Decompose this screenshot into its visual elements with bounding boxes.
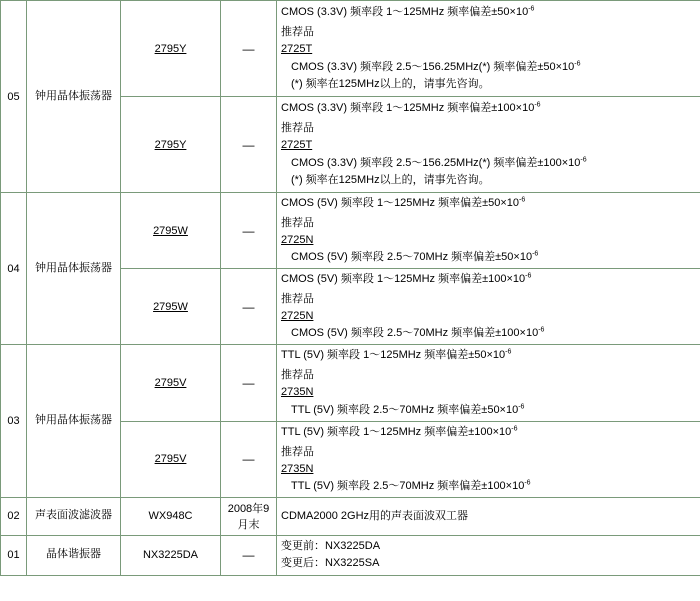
description-line (281, 444, 696, 461)
product-category: 晶体谐振器 (27, 535, 121, 575)
line-text: TTL (5V) 频率段 2.5～70MHz 频率偏差±100×10 (291, 479, 525, 492)
description-line (281, 172, 696, 189)
recommended-model-link[interactable] (281, 41, 696, 58)
description-block (281, 424, 696, 495)
description-cell (277, 269, 700, 345)
description-line (281, 347, 696, 364)
model-cell (121, 193, 221, 269)
model-cell (121, 421, 221, 497)
line-text: CMOS (3.3V) 频率段 2.5～156.25MHz(*) 频率偏差±50×10 (291, 60, 575, 73)
description-cell (277, 1, 700, 97)
line-text: 推荐品 (281, 26, 314, 39)
description-line (281, 4, 696, 21)
recommended-model-link[interactable] (281, 232, 696, 249)
model-cell (121, 1, 221, 97)
description-line (281, 24, 696, 41)
description-block (281, 538, 696, 572)
description-line (281, 424, 696, 441)
recommended-model-link[interactable] (281, 137, 696, 154)
line-text: 2725N (281, 310, 314, 323)
line-text: TTL (5V) 频率段 1～125MHz 频率偏差±50×10 (281, 349, 506, 362)
model-cell (121, 269, 221, 345)
model-cell (121, 345, 221, 421)
exponent: -6 (574, 59, 581, 67)
exponent: -6 (528, 5, 535, 13)
model-text: NX3225DA (142, 549, 199, 562)
description-line (281, 215, 696, 232)
description-line (281, 367, 696, 384)
description-line (281, 120, 696, 137)
description-cell (277, 535, 700, 575)
model-cell (121, 497, 221, 535)
line-text: 推荐品 (281, 293, 314, 306)
line-text: CMOS (5V) 频率段 2.5～70MHz 频率偏差±50×10 (291, 251, 533, 264)
exponent: -6 (532, 250, 539, 258)
table-row (1, 535, 700, 575)
description-block (281, 347, 696, 418)
line-text: 2735N (281, 386, 314, 399)
description-line (281, 291, 696, 308)
description-cell (277, 345, 700, 421)
discontinue-date: — (221, 345, 277, 421)
discontinue-date: — (221, 269, 277, 345)
line-text: CMOS (3.3V) 频率段 1～125MHz 频率偏差±50×10 (281, 6, 529, 19)
model-link[interactable]: 2795Y (154, 42, 187, 55)
description-line (281, 195, 696, 212)
description-block (281, 195, 696, 266)
row-number: 02 (1, 497, 27, 535)
recommended-model-link[interactable] (281, 461, 696, 478)
line-text: 2725T (281, 43, 313, 56)
recommended-model-link[interactable] (281, 384, 696, 401)
line-text: CMOS (3.3V) 频率段 1～125MHz 频率偏差±100×10 (281, 102, 535, 115)
line-text: 推荐品 (281, 369, 314, 382)
row-number: 01 (1, 535, 27, 575)
product-category: 钟用晶体振荡器 (27, 193, 121, 345)
line-text: CMOS (5V) 频率段 2.5～70MHz 频率偏差±100×10 (291, 327, 539, 340)
description-block (281, 271, 696, 342)
discontinue-date: 2008年9月末 (221, 497, 277, 535)
description-line (281, 271, 696, 288)
exponent: -6 (525, 272, 532, 280)
row-number: 03 (1, 345, 27, 497)
line-text: CMOS (3.3V) 频率段 2.5～156.25MHz(*) 频率偏差±100×10 (291, 156, 581, 169)
table-row (1, 497, 700, 535)
description-line (281, 555, 696, 572)
line-text: 2725N (281, 234, 314, 247)
description-cell (277, 497, 700, 535)
table-row (1, 193, 700, 269)
line-text: CDMA2000 2GHz用的声表面波双工器 (281, 509, 469, 522)
model-link[interactable]: 2795W (153, 224, 188, 237)
model-link[interactable]: 2795V (154, 453, 187, 466)
exponent: -6 (538, 326, 545, 334)
exponent: -6 (505, 348, 512, 356)
product-category: 声表面波滤波器 (27, 497, 121, 535)
description-block (281, 100, 696, 188)
description-line (281, 478, 696, 495)
model-link[interactable]: 2795W (153, 300, 188, 313)
table-row (1, 1, 700, 97)
exponent: -6 (519, 196, 526, 204)
exponent: -6 (580, 155, 587, 163)
line-text: TTL (5V) 频率段 1～125MHz 频率偏差±100×10 (281, 425, 512, 438)
product-category: 钟用晶体振荡器 (27, 345, 121, 497)
description-line (281, 100, 696, 117)
row-number: 05 (1, 1, 27, 193)
description-line (281, 76, 696, 93)
line-text: 推荐品 (281, 445, 314, 458)
exponent: -6 (511, 424, 518, 432)
line-text: CMOS (5V) 频率段 1～125MHz 频率偏差±50×10 (281, 197, 520, 209)
description-line (281, 325, 696, 342)
row-number: 04 (1, 193, 27, 345)
description-cell (277, 97, 700, 193)
description-cell (277, 193, 700, 269)
discontinue-date: — (221, 535, 277, 575)
exponent: -6 (524, 479, 531, 487)
model-link[interactable]: 2795V (154, 376, 187, 389)
line-text: 推荐品 (281, 217, 314, 230)
description-line (281, 402, 696, 419)
description-block (281, 4, 696, 92)
exponent: -6 (518, 402, 525, 410)
line-text: 变更前：NX3225DA (281, 540, 381, 553)
model-link[interactable]: 2795Y (154, 138, 187, 151)
line-text: (*) 频率在125MHz以上的，请事先咨询。 (291, 173, 490, 186)
exponent: -6 (534, 101, 541, 109)
model-cell (121, 97, 221, 193)
description-line (281, 249, 696, 266)
line-text: 2735N (281, 462, 314, 475)
description-line (281, 538, 696, 555)
description-line (281, 59, 696, 76)
model-text: WX948C (148, 510, 193, 523)
discontinue-date: — (221, 1, 277, 97)
product-category: 钟用晶体振荡器 (27, 1, 121, 193)
description-line (281, 155, 696, 172)
description-cell (277, 421, 700, 497)
discontinue-date: — (221, 193, 277, 269)
recommended-model-link[interactable] (281, 308, 696, 325)
line-text: TTL (5V) 频率段 2.5～70MHz 频率偏差±50×10 (291, 403, 519, 416)
description-line (281, 508, 696, 525)
line-text: 变更后：NX3225SA (281, 557, 380, 570)
model-cell (121, 535, 221, 575)
line-text: 2725T (281, 139, 313, 152)
line-text: 推荐品 (281, 122, 314, 135)
line-text: CMOS (5V) 频率段 1～125MHz 频率偏差±100×10 (281, 273, 526, 286)
line-text: (*) 频率在125MHz以上的，请事先咨询。 (291, 77, 490, 90)
table-row (1, 345, 700, 421)
discontinue-date: — (221, 421, 277, 497)
description-block (281, 508, 696, 525)
discontinue-date: — (221, 97, 277, 193)
